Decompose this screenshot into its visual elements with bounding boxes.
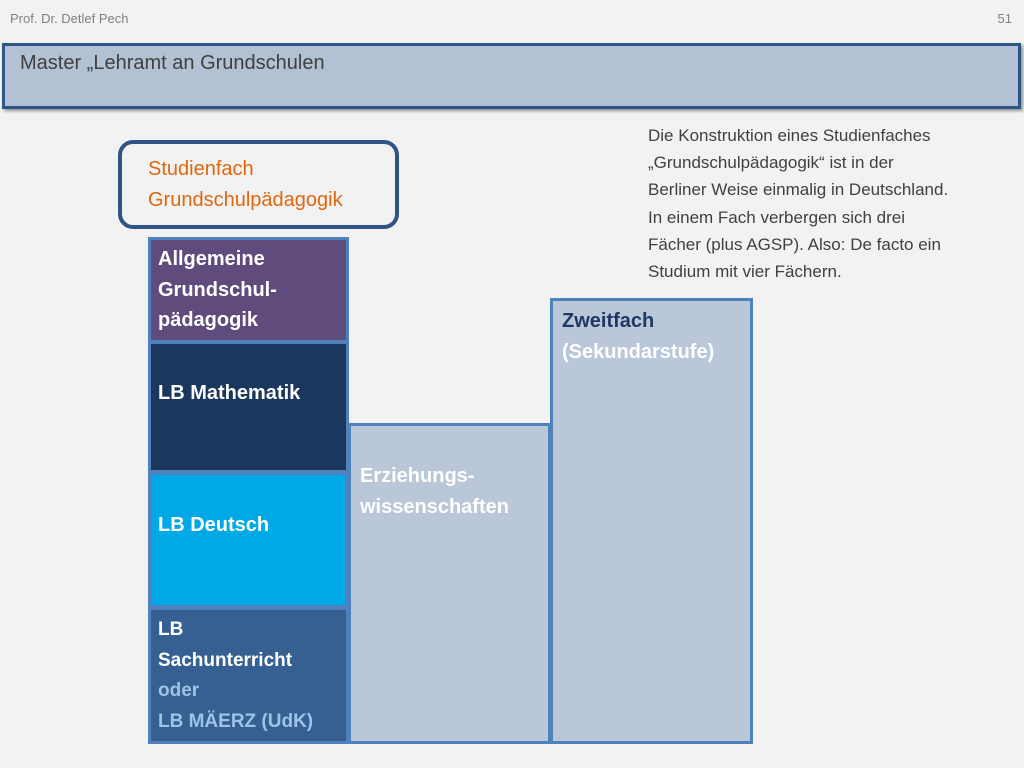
block-label-line: Sachunterricht <box>158 649 293 671</box>
block-label-line: (Sekundarstufe) <box>562 340 715 363</box>
subject-box-line: Studienfach <box>148 158 254 180</box>
block-label-line: wissenschaften <box>360 495 509 518</box>
block-label <box>158 378 300 409</box>
description-line: Studium mit vier Fächern. <box>648 262 842 282</box>
block-label-line: Zweitfach <box>562 310 655 332</box>
description-line: In einem Fach verbergen sich drei <box>648 207 906 227</box>
block-label <box>360 461 509 522</box>
title-bar <box>2 43 1021 109</box>
block-label-line: Allgemeine <box>158 248 265 270</box>
subject-box <box>118 140 399 229</box>
description-line: „Grundschulpädagogik“ ist in der <box>648 153 894 173</box>
block-social-studies <box>148 607 349 744</box>
description-text <box>648 122 948 285</box>
slide-title: Master „Lehramt an Grundschulen <box>20 52 325 74</box>
block-label <box>562 306 714 367</box>
description-line: Die Konstruktion eines Studienfaches <box>648 126 931 145</box>
block-label-line: Erziehungs- <box>360 465 475 487</box>
block-german <box>148 472 349 608</box>
block-label <box>158 244 277 336</box>
block-label <box>158 615 313 737</box>
author-label: Prof. Dr. Detlef Pech <box>10 11 129 26</box>
page-number: 51 <box>997 11 1012 26</box>
block-second-subject <box>550 298 753 744</box>
block-label-line: LB MÄERZ (UdK) <box>158 710 314 732</box>
subject-box-line: Grundschulpädagogik <box>148 189 343 211</box>
block-label-line: LB <box>158 619 184 640</box>
block-label-line: oder <box>158 680 200 701</box>
block-label-line: pädagogik <box>158 309 259 331</box>
subject-box-text <box>148 154 343 216</box>
block-mathematics <box>148 341 349 473</box>
block-education-sciences <box>348 423 551 744</box>
block-general-pedagogy <box>148 237 349 343</box>
block-label-line: LB Mathematik <box>158 382 301 404</box>
description-line: Berliner Weise einmalig in Deutschland. <box>648 180 949 200</box>
block-label <box>158 510 269 541</box>
block-label-line: Grundschul- <box>158 278 277 301</box>
description-line: Fächer (plus AGSP). Also: De facto ein <box>648 234 941 254</box>
block-label-line: LB Deutsch <box>158 514 270 536</box>
